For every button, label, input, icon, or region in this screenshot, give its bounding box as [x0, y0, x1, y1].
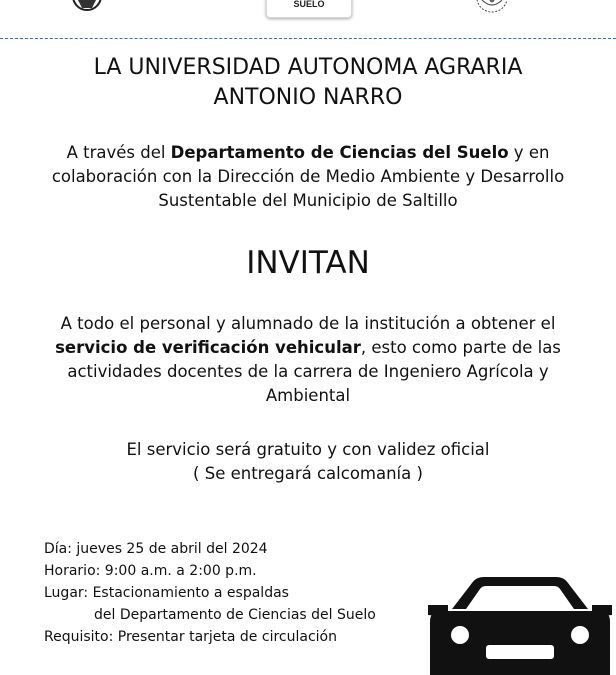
event-schedule: Horario: 9:00 a.m. a 2:00 p.m.	[44, 563, 257, 579]
body-line-4: Ambiental	[265, 386, 351, 405]
body-line-3: actividades docentes de la carrera de Ingeniero Agrícola y	[67, 362, 549, 381]
notice-line-1: El servicio será gratuito y con validez oficial	[126, 440, 490, 459]
invitation-body	[0, 312, 616, 408]
header-divider	[0, 38, 616, 39]
body-line-2-suffix: , esto como parte de las	[360, 338, 561, 357]
university-title	[0, 53, 616, 113]
body-line-1: A todo el personal y alumnado de la institución a obtener el	[60, 314, 556, 333]
intro-suffix: y en	[508, 143, 550, 162]
service-name: servicio de verificación vehicular	[55, 338, 361, 357]
intro-line-2: colaboración con la Dirección de Medio Ambiente y Desarrollo	[51, 167, 565, 186]
notice-line-2: ( Se entregará calcomanía )	[193, 464, 423, 483]
event-place-continued: del Departamento de Ciencias del Suelo	[94, 607, 376, 623]
car-icon	[424, 571, 616, 675]
university-seal-icon	[70, 0, 104, 16]
municipal-seal-icon	[472, 0, 512, 16]
intro-paragraph	[0, 141, 616, 213]
department-name: Departamento de Ciencias del Suelo	[170, 143, 509, 162]
intro-line-3: Sustentable del Municipio de Saltillo	[158, 191, 458, 210]
title-line-2: ANTONIO NARRO	[213, 85, 403, 110]
service-notice	[0, 438, 616, 486]
intro-line-1	[0, 141, 616, 165]
body-line-2	[0, 336, 616, 360]
invitation-heading: INVITAN	[246, 245, 370, 281]
event-details	[44, 538, 376, 648]
header-logos	[0, 0, 616, 40]
event-day: Día: jueves 25 de abril del 2024	[44, 541, 268, 557]
intro-prefix: A través del	[66, 143, 171, 162]
event-requirement: Requisito: Presentar tarjeta de circulación	[44, 629, 337, 645]
event-place: Lugar: Estacionamiento a espaldas	[44, 585, 289, 601]
soil-department-logo	[266, 0, 352, 18]
logo-text: SUELO	[293, 0, 325, 9]
title-line-1: LA UNIVERSIDAD AUTONOMA AGRARIA	[93, 55, 523, 80]
